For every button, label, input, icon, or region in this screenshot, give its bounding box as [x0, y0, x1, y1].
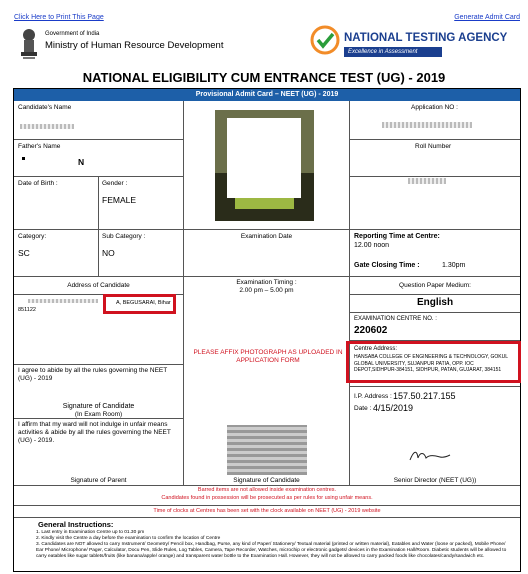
barred-line-2: Candidates found in possession will be prosecuted as per rules for using unfair means.	[161, 495, 373, 501]
address-line1: A, BEGUSARAI, Bihar	[116, 300, 171, 306]
dob-label: Date of Birth :	[18, 180, 58, 187]
admit-card-banner: Provisional Admit Card – NEET (UG) - 2019	[14, 89, 520, 101]
candidate-name-label: Candidate's Name	[18, 104, 72, 111]
agree-text: I agree to abide by all the rules governing the NEET (UG) - 2019	[18, 367, 168, 382]
signature-parent-label: Signature of Parent	[70, 477, 127, 484]
date-label: Date :	[354, 405, 372, 412]
address-pin: 851122	[18, 307, 36, 313]
ministry-line1: Government of India	[45, 31, 100, 37]
address-label: Address of Candidate	[67, 282, 130, 289]
centre-no-value: 220602	[354, 325, 388, 336]
centre-no-label: EXAMINATION CENTRE NO. :	[354, 316, 437, 322]
affirm-text: I affirm that my ward will not indulge in unfair means activities & abide by all the rules governing the NEET (UG) - 2019.	[18, 421, 171, 444]
candidate-photo	[215, 110, 314, 221]
category-value: SC	[18, 248, 30, 258]
exam-timing-value: 2.00 pm – 5.00 pm	[239, 287, 294, 294]
reporting-time-label: Reporting Time at Centre:	[354, 233, 440, 240]
barred-line-1: Barred items are not allowed inside examination centres.	[197, 487, 337, 493]
address-redacted	[28, 299, 98, 303]
date-value: 4/15/2019	[373, 403, 414, 413]
photo-note: PLEASE AFFIX PHOTOGRAPH AS UPLOADED IN APPLICATION FORM	[193, 349, 343, 364]
signature-image-redacted	[227, 425, 307, 475]
sub-category-label: Sub Category :	[102, 233, 146, 240]
centre-address-label: Centre Address:	[354, 346, 398, 352]
reporting-time-value: 12.00 noon	[354, 242, 390, 249]
in-exam-room-label: (In Exam Room)	[74, 411, 123, 418]
fathers-name-initial: N	[78, 157, 85, 167]
generate-admit-card-link[interactable]: Generate Admit Card	[454, 14, 520, 21]
signature-candidate-label: Signature of Candidate	[62, 403, 135, 410]
candidate-name-redacted	[20, 124, 74, 129]
print-link[interactable]: Click Here to Print This Page	[14, 14, 104, 21]
exam-title: NATIONAL ELIGIBILITY CUM ENTRANCE TEST (UG) - 2019	[82, 70, 446, 85]
gate-closing-value: 1.30pm	[442, 262, 466, 269]
gender-label: Gender :	[102, 180, 128, 187]
emblem-icon	[18, 27, 40, 61]
medium-label: Question Paper Medium:	[399, 282, 471, 289]
instruction-item-1: 1. Last entry in Examination Centre up to 01.30 pm	[36, 530, 145, 535]
nta-name: NATIONAL TESTING AGENCY	[344, 32, 508, 44]
fathers-name-label: Father's Name	[18, 143, 61, 150]
roll-number-label: Roll Number	[415, 143, 452, 150]
application-no-redacted	[382, 122, 472, 128]
centre-address-value: HANSABA COLLEGE OF ENGINEERING & TECHNOLOGY, GOKUL GLOBAL UNIVERSITY, SUJANPUR PATIA, OPP. IOC DEPOT,SIDHPUR-384151, SIDHPUR, PATAN, GUJARAT, 384151	[354, 354, 508, 373]
exam-timing-label: Examination Timing :	[236, 279, 297, 286]
signature-candidate2-label: Signature of Candidate	[233, 477, 300, 484]
instruction-item-2: 2. Kindly visit the Centre a day before the examination to confirm the location of Centre	[36, 536, 221, 541]
instruction-item-3: 3. Candidates are NOT allowed to carry Instrument/ Geometry/ Pencil box, Handbag, Purse, any kind of Paper/ Stationery/ Textual material (printed or written material), Eatables and Water (loose or packed), Mobile Phone/ Ear Phone/ Microphone/ Pager, Calculator, Docu Pen, Slide Rules, Log Tables, Camera, Tape Recorder, Watches, microchip or electronic gadgets/ devices in the Examination Hall/Room. Diabetic students will be allowed to carry eatables like sugar tablets/fruits (like banana/apple/ orange) and transparent water bottle to the Examination Hall. However, they will not be allowed to carry packed foods like chocolates/candy/sandwich etc.	[36, 542, 507, 559]
ministry-line2: Ministry of Human Resource Development	[45, 40, 224, 51]
exam-date-label: Examination Date	[240, 233, 293, 240]
gender-value: FEMALE	[102, 195, 137, 205]
ip-address-label: I.P. Address :	[354, 393, 392, 400]
fathers-name-redacted	[22, 157, 25, 160]
director-signature-icon	[408, 448, 452, 464]
gate-closing-label: Gate Closing Time :	[354, 262, 420, 269]
category-label: Category:	[18, 233, 47, 240]
instructions-title: General Instructions:	[38, 520, 114, 529]
nta-logo-icon	[310, 25, 340, 55]
medium-value: English	[416, 297, 454, 308]
nta-tagline: Excellence in Assessment	[344, 47, 442, 57]
clock-note: Time of clocks at Centres has been set with the clock available on NEET (UG) - 2019 website	[153, 508, 381, 514]
ip-address-value: 157.50.217.155	[393, 391, 456, 401]
roll-number-redacted	[408, 178, 446, 184]
sub-category-value: NO	[102, 248, 115, 258]
senior-director-label: Senior Director (NEET (UG))	[393, 477, 477, 484]
application-no-label: Application NO :	[411, 104, 458, 111]
